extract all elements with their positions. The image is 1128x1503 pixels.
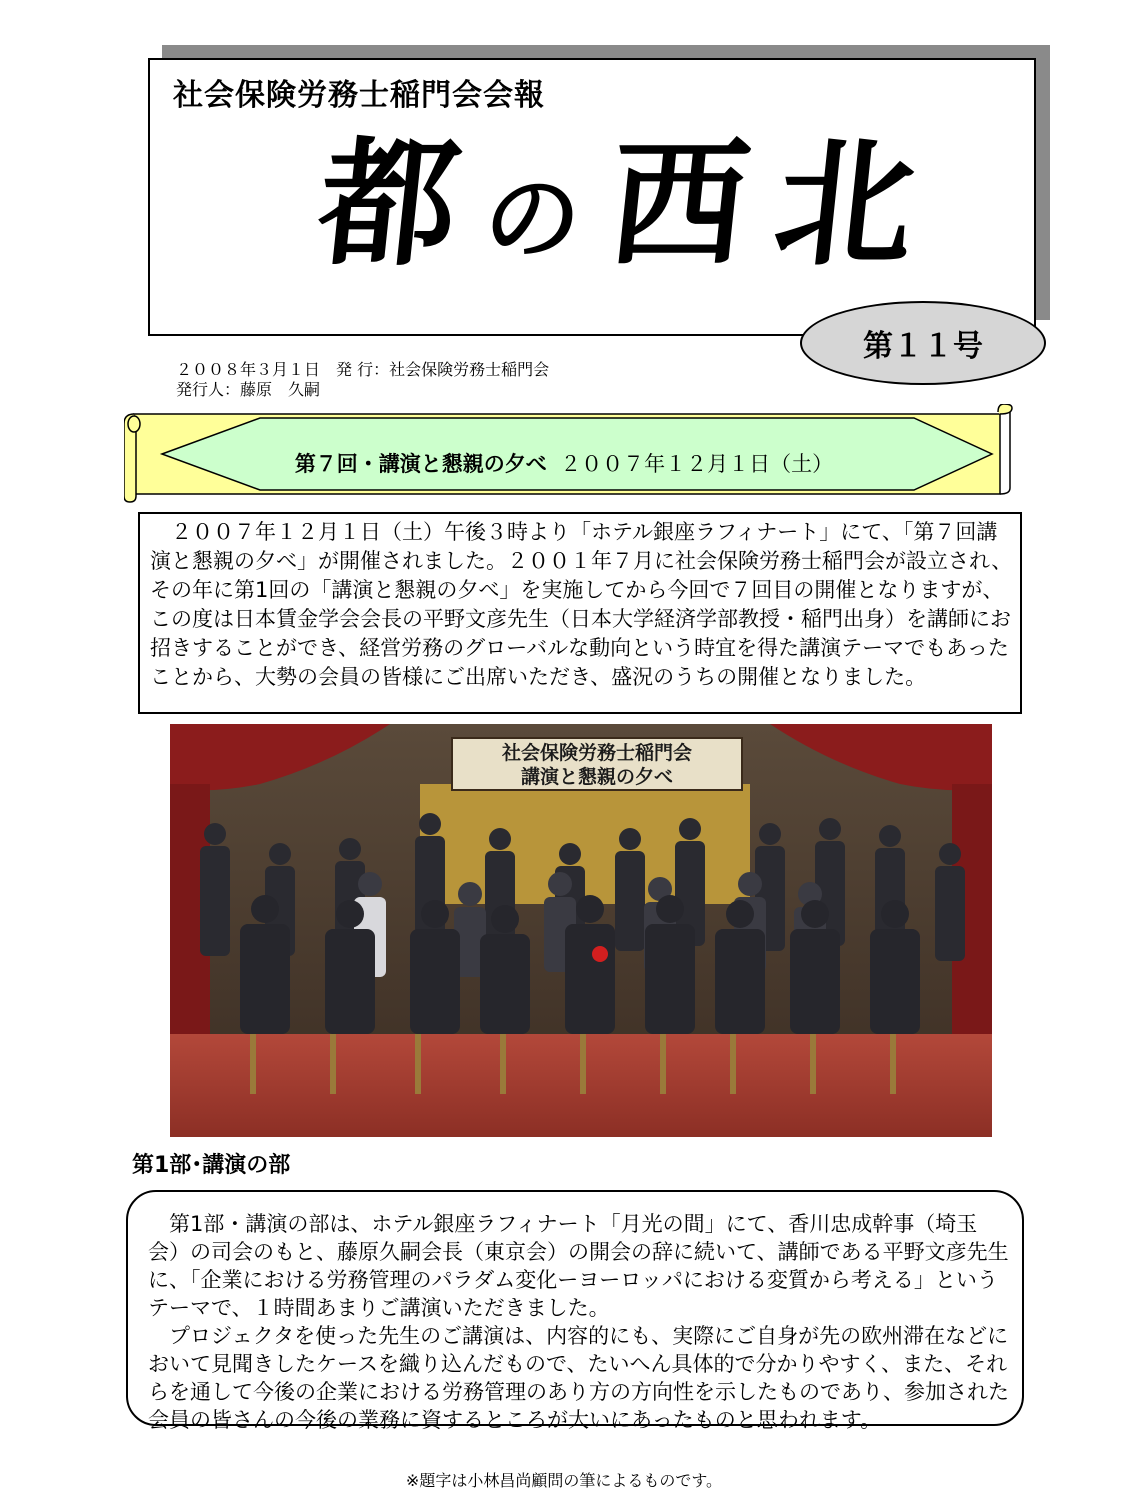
issue-badge <box>800 301 1046 385</box>
banner-date: ２００７年１２月１日（土） <box>560 452 834 476</box>
photo-banner-line-1: 社会保険労務士稲門会 <box>501 742 693 764</box>
brush-title-char-2: の <box>478 162 615 275</box>
section-heading: 第1部･講演の部 <box>132 1153 291 1178</box>
section-paragraph: 第1部・講演の部は、ホテル銀座ラフィナート「月光の間」にて、香川忠成幹事（埼玉 会）の司会のもと、藤原久嗣会長（東京会）の開会の辞に続いて、講師である平野文彦先生 に、「企業における労務管理のパラダム変化ーヨーロッパにおける変質から考える」という テーマで、１時間あまりご講演いただきました。 プロジェクタを使った先生のご講演は、内容的にも、実際にご自身が先の欧州滞在などに おいて見聞きしたケースを織り込んだもので、たいへん具体的で分かりやすく、また、それ らを通して今後の企業における労務管理のあり方の方向性を示したものであり、参加された 会員の皆さんの今後の業務に資するところが大いにあったものと思われます。 <box>148 1212 1009 1432</box>
footer-note: ※題字は小林昌尚顧問の筆によるものです。 <box>405 1471 723 1490</box>
intro-paragraph: ２００７年１２月１日（土）午後３時より「ホテル銀座ラフィナート」にて、「第７回講 演と懇親の夕べ」が開催されました。２００１年７月に社会保険労務士稲門会が設立され、 その年に第1回の「講演と懇親の夕べ」を実施してから今回で７回目の開催となりますが、 この度は日本賃金学会会長の平野文彦先生（日本大学経済学部教授・稲門出身）を講師にお 招きすることができ、経営労務のグローバルな動向という時宜を得た講演テーマでもあった ことから、大勢の会員の皆様にご出席いただき、盛況のうちの開催となりました。 <box>150 520 1013 689</box>
brush-title-char-1: 都 <box>311 122 495 285</box>
brush-title-char-3: 西北 <box>601 122 951 285</box>
banner-title-line <box>0 448 1128 478</box>
group-photo <box>170 724 992 1137</box>
banner-title: 第７回・講演と懇親の夕べ <box>294 452 547 476</box>
org-title: 社会保険労務士稲門会会報 <box>173 78 545 113</box>
publication-date-line: ２００８年３月１日 発 行：社会保険労務士稲門会 <box>176 360 550 379</box>
brush-title <box>311 122 951 285</box>
publisher-line: 発行人：藤原 久嗣 <box>176 380 321 399</box>
photo-banner-line-2: 講演と懇親の夕べ <box>520 766 674 788</box>
issue-number: 第１１号 <box>863 329 983 364</box>
